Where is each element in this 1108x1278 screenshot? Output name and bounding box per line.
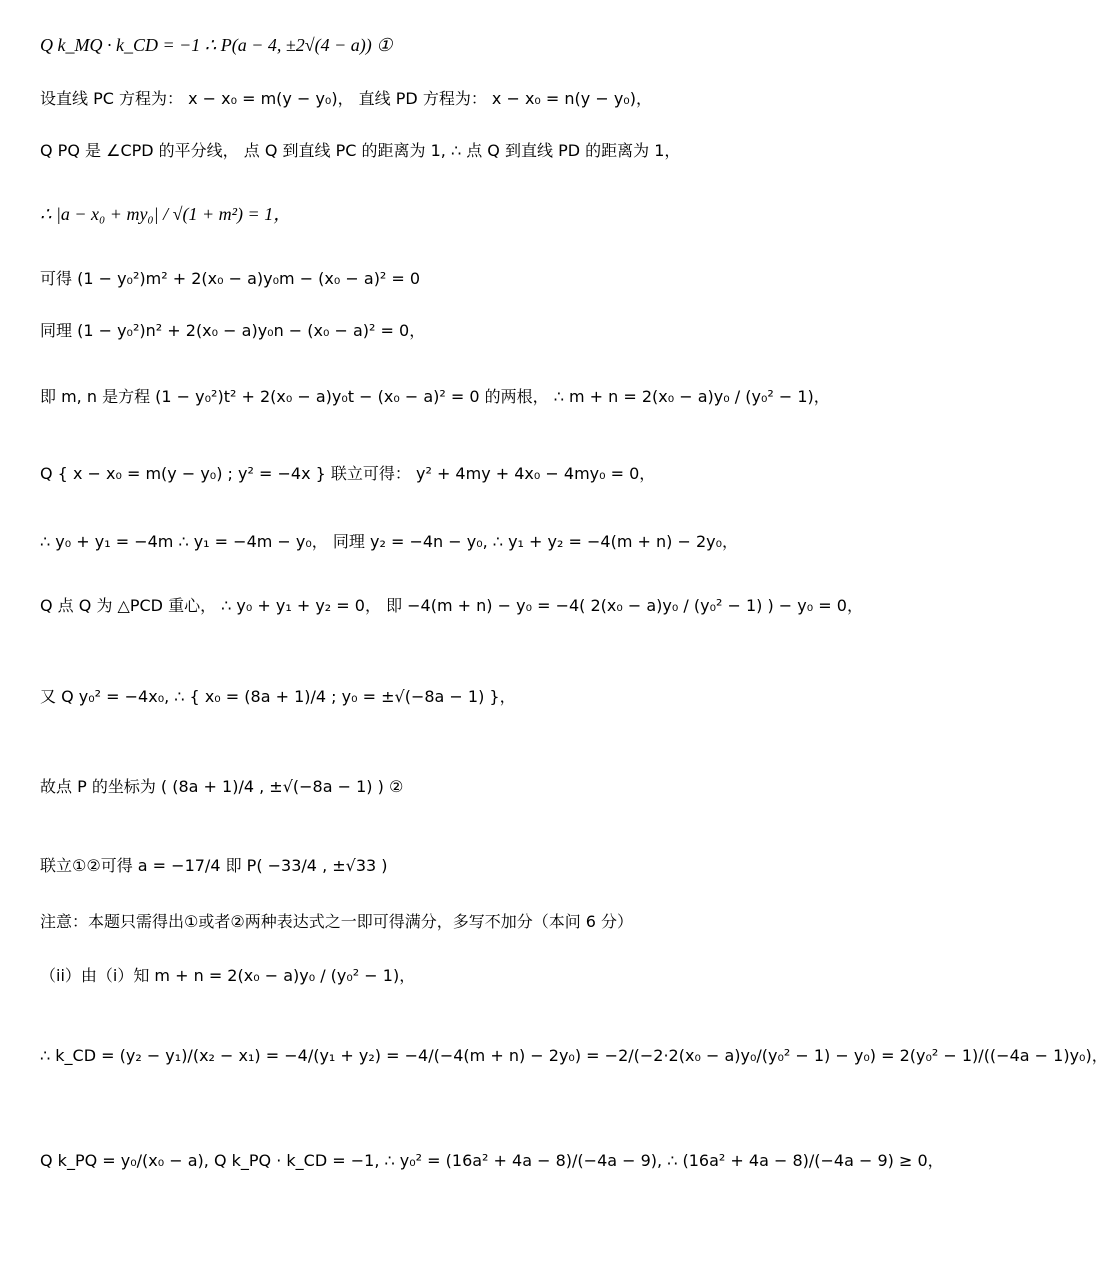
line-5: 可得 (1 − y₀²)m² + 2(x₀ − a)y₀m − (x₀ − a)² = 0 [40,269,421,288]
line-8: Q { x − x₀ = m(y − y₀) ; y² = −4x } 联立可得： y² + 4my + 4x₀ − 4my₀ = 0， [40,464,656,483]
line-17: Q k_PQ = y₀/(x₀ − a), Q k_PQ · k_CD = −1, ∴ y₀² = (16a² + 4a − 8)/(−4a − 9), ∴ (16a² + 4a − 8)/(−4a − 9) ≥ 0， [40,1151,944,1170]
line-13: 联立①②可得 a = −17/4 即 P( −33/4 , ±√33 ) [40,856,388,875]
line-1: Q k_MQ · k_CD = −1 ∴ P(a − 4, ±2√(4 − a)) ① [40,35,393,55]
line-15: （ii）由（i）知 m + n = 2(x₀ − a)y₀ / (y₀² − 1)， [40,966,416,985]
line-7: 即 m, n 是方程 (1 − y₀²)t² + 2(x₀ − a)y₀t − (x₀ − a)² = 0 的两根， ∴ m + n = 2(x₀ − a)y₀ / (y₀² − 1)， [40,387,830,406]
line-3: Q PQ 是 ∠CPD 的平分线， 点 Q 到直线 PC 的距离为 1, ∴ 点 Q 到直线 PD 的距离为 1， [40,141,681,160]
line-14: 注意：本题只需得出①或者②两种表达式之一即可得满分，多写不加分（本问 6 分） [40,912,634,931]
line-9: ∴ y₀ + y₁ = −4m ∴ y₁ = −4m − y₀， 同理 y₂ = −4n − y₀, ∴ y₁ + y₂ = −4(m + n) − 2y₀， [40,532,739,551]
line-2: 设直线 PC 方程为： x − x₀ = m(y − y₀)， 直线 PD 方程为： x − x₀ = n(y − y₀)， [40,89,652,108]
line-10: Q 点 Q 为 △PCD 重心， ∴ y₀ + y₁ + y₂ = 0， 即 −4(m + n) − y₀ = −4( 2(x₀ − a)y₀ / (y₀² − 1) ) − y₀ = 0， [40,596,863,615]
line-16: ∴ k_CD = (y₂ − y₁)/(x₂ − x₁) = −4/(y₁ + y₂) = −4/(−4(m + n) − 2y₀) = −2/(−2·2(x₀ − a)y₀/(y₀² − 1) − y₀) = 2(y₀² − 1)/((−4a − 1)y₀)， [40,1046,1108,1065]
line-12: 故点 P 的坐标为 ( (8a + 1)/4 , ±√(−8a − 1) ) ② [40,777,404,796]
line-6: 同理 (1 − y₀²)n² + 2(x₀ − a)y₀n − (x₀ − a)² = 0， [40,321,426,340]
line-11: 又 Q y₀² = −4x₀, ∴ { x₀ = (8a + 1)/4 ; y₀ = ±√(−8a − 1) }， [40,687,516,706]
line-4: ∴ |a − x₀ + my₀| / √(1 + m²) = 1， [40,204,292,224]
